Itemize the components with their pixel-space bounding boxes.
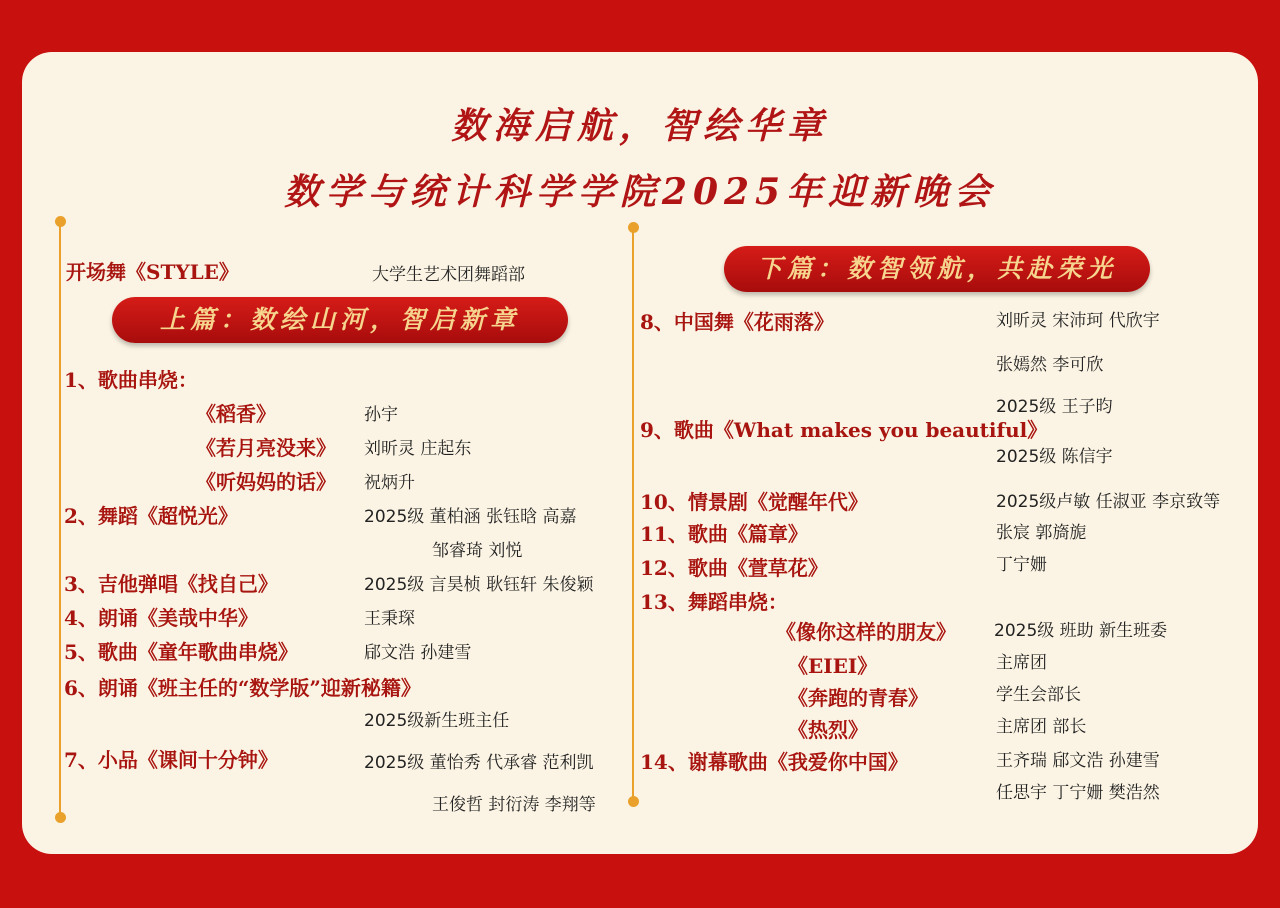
program-title: 3、吉他弹唱《找自己》 bbox=[64, 572, 278, 596]
center-line-bottom-dot bbox=[628, 796, 639, 807]
program-title: 4、朗诵《美哉中华》 bbox=[64, 606, 258, 630]
performer-name: 2025级 陈信宇 bbox=[996, 447, 1113, 467]
part1-banner: 上篇：数绘山河，智启新章 bbox=[112, 297, 568, 343]
performer-name: 王俊哲 封衍涛 李翔等 bbox=[432, 795, 596, 815]
program-title: 《EIEI》 bbox=[788, 654, 878, 678]
performer-name: 邹睿琦 刘悦 bbox=[432, 541, 523, 561]
program-title: 14、谢幕歌曲《我爱你中国》 bbox=[640, 750, 908, 774]
program-title: 12、歌曲《萱草花》 bbox=[640, 556, 828, 580]
performer-name: 刘昕灵 庄起东 bbox=[364, 439, 472, 459]
left-divider-line bbox=[59, 222, 61, 818]
performer-name: 2025级新生班主任 bbox=[364, 711, 510, 731]
title-line-2: 数学与统计科学学院2025年迎新晚会 bbox=[283, 171, 997, 213]
part2-banner: 下篇：数智领航，共赴荣光 bbox=[724, 246, 1150, 292]
performer-name: 张嫣然 李可欣 bbox=[996, 355, 1104, 375]
performer-name: 主席团 部长 bbox=[996, 717, 1087, 737]
program-title: 《热烈》 bbox=[788, 718, 868, 742]
performer-name: 郈文浩 孙建雪 bbox=[364, 643, 472, 663]
center-divider-line bbox=[632, 228, 634, 802]
program-title: 5、歌曲《童年歌曲串烧》 bbox=[64, 640, 298, 664]
performer-name: 2025级 董柏涵 张钰晗 高嘉 bbox=[364, 507, 577, 527]
performer-name: 任思宇 丁宁姗 樊浩然 bbox=[996, 783, 1160, 803]
program-title: 7、小品《课间十分钟》 bbox=[64, 748, 278, 772]
program-title: 《稻香》 bbox=[196, 402, 276, 426]
title-line-1: 数海启航，智绘华章 bbox=[450, 105, 829, 147]
performer-name: 学生会部长 bbox=[996, 685, 1081, 705]
performer-name: 王齐瑞 郈文浩 孙建雪 bbox=[996, 751, 1160, 771]
center-line-top-dot bbox=[628, 222, 639, 233]
program-title: 11、歌曲《篇章》 bbox=[640, 522, 808, 546]
program-title: 《奔跑的青春》 bbox=[788, 686, 928, 710]
program-title: 2、舞蹈《超悦光》 bbox=[64, 504, 238, 528]
performer-name: 祝炳升 bbox=[364, 473, 415, 493]
performer-name: 刘昕灵 宋沛珂 代欣宇 bbox=[996, 311, 1160, 331]
program-title: 《听妈妈的话》 bbox=[196, 470, 336, 494]
performer-name: 主席团 bbox=[996, 653, 1047, 673]
program-title: 6、朗诵《班主任的“数学版”迎新秘籍》 bbox=[64, 676, 421, 700]
program-title: 10、情景剧《觉醒年代》 bbox=[640, 490, 868, 514]
program-title: 13、舞蹈串烧： bbox=[640, 590, 788, 614]
performer-name: 2025级 王子昀 bbox=[996, 397, 1113, 417]
performer-name: 张宸 郭旖旎 bbox=[996, 523, 1087, 543]
performer-name: 2025级 董怡秀 代承睿 范利凯 bbox=[364, 753, 594, 773]
left-line-top-dot bbox=[55, 216, 66, 227]
performer-name: 2025级卢敏 任淑亚 李京致等 bbox=[996, 492, 1221, 512]
program-title: 《像你这样的朋友》 bbox=[776, 620, 956, 644]
opening-performer: 大学生艺术团舞蹈部 bbox=[372, 265, 525, 285]
program-title: 1、歌曲串烧： bbox=[64, 368, 198, 392]
program-title: 9、歌曲《What makes you beautiful》 bbox=[640, 418, 1048, 442]
performer-name: 孙宇 bbox=[364, 405, 398, 425]
opening-program: 开场舞《STYLE》 bbox=[66, 260, 239, 284]
performer-name: 丁宁姗 bbox=[996, 555, 1047, 575]
program-title: 《若月亮没来》 bbox=[196, 436, 336, 460]
left-line-bottom-dot bbox=[55, 812, 66, 823]
performer-name: 2025级 言昊桢 耿钰轩 朱俊颖 bbox=[364, 575, 594, 595]
performer-name: 王秉琛 bbox=[364, 609, 415, 629]
program-title: 8、中国舞《花雨落》 bbox=[640, 310, 834, 334]
performer-name: 2025级 班助 新生班委 bbox=[994, 621, 1168, 641]
